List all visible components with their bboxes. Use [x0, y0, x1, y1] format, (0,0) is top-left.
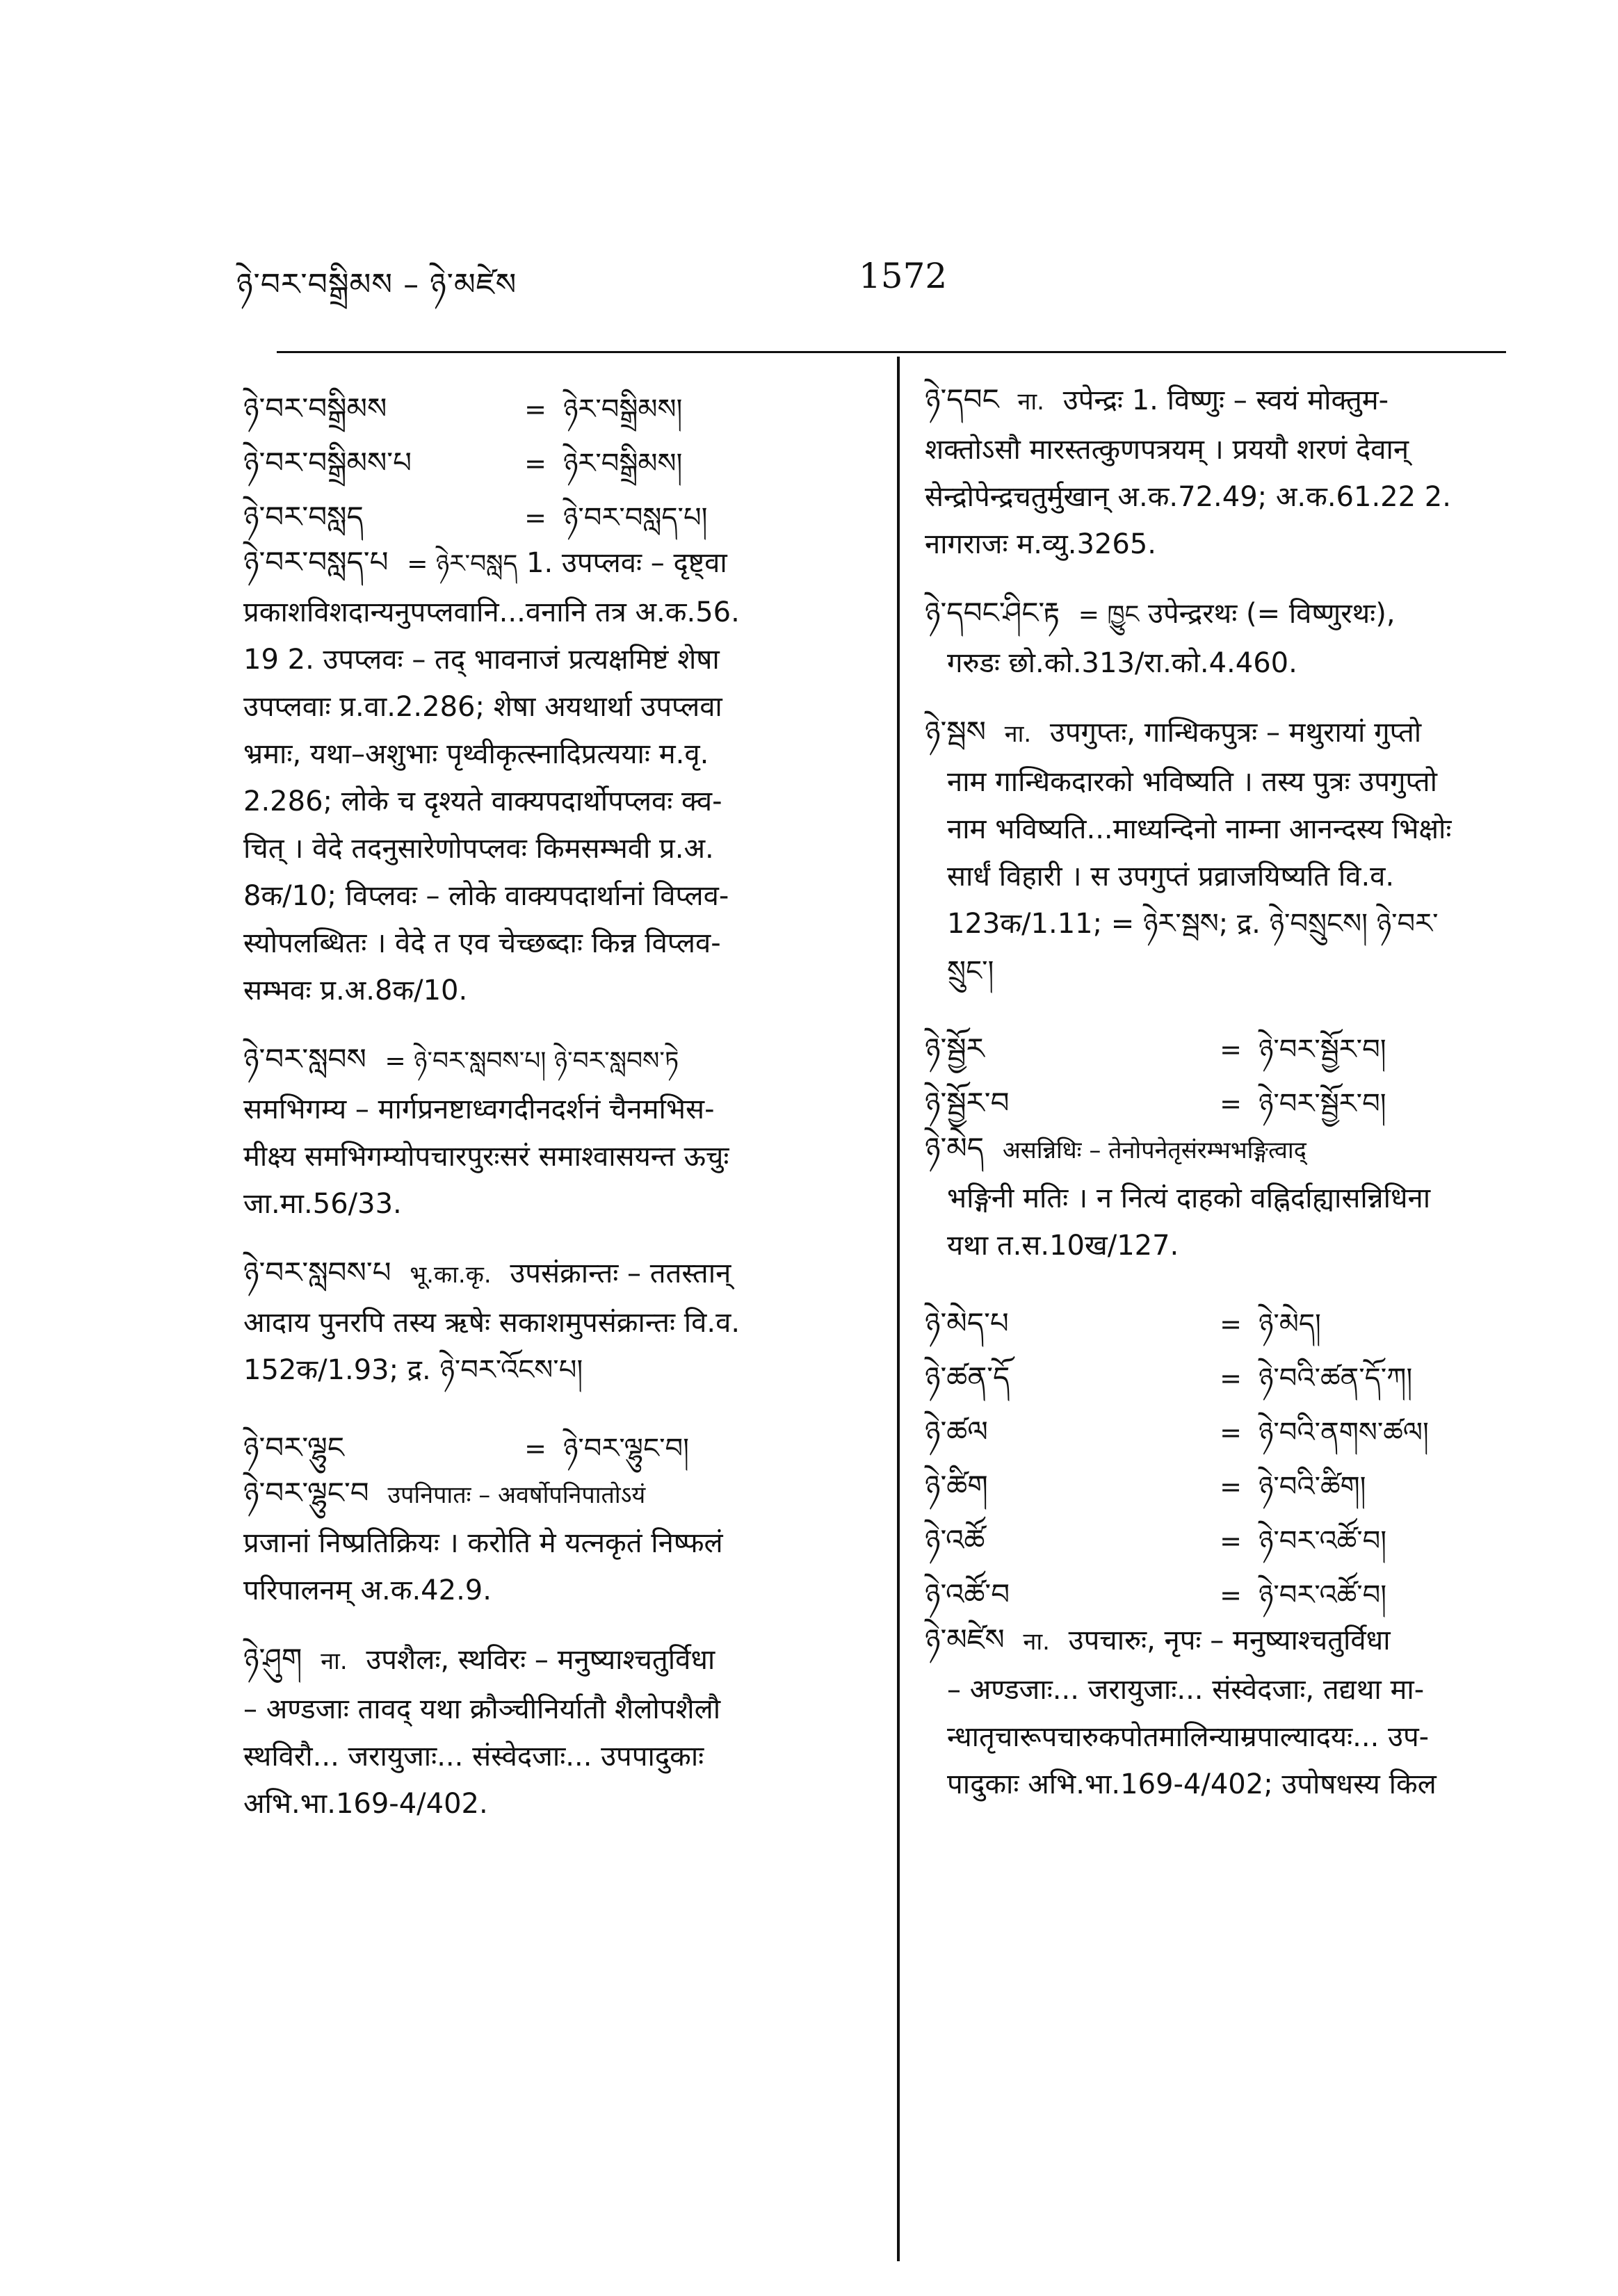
entry-text: उपगुप्तः, गान्धिकपुत्रः – मथुरायां गुप्तो	[1049, 717, 1422, 749]
page-number: 1572	[859, 256, 948, 296]
entry-text: न्धातृचारूपचारुकपोतमालिन्याम्रपाल्यादयः... उप-	[947, 1721, 1430, 1753]
entry-headword: ཉེ་དབང་ཤིང་རྟ	[925, 596, 1060, 630]
xref-headword: ཉེ་སྦྱོར་བ	[925, 1086, 1010, 1120]
xref-row	[925, 1290, 1523, 1344]
entry-text: शक्तोऽसौ मारस्तत्कुणपत्रयम् । प्रययौ शरणं देवान्	[925, 434, 1409, 466]
entry-headword: ཉེ་བར་སླབས	[243, 1042, 366, 1076]
entry-text: सम्भवः प्र.अ.8क/10.	[243, 975, 468, 1007]
xref-row	[925, 1561, 1523, 1615]
entry-headword: ཉེ་ཤུག	[243, 1642, 302, 1676]
entry-text: 123क/1.11; = ཉེར་སྦས; द्र. ཉེ་བསྲུངས། ཉེ་བར་	[947, 908, 1439, 940]
right-column	[925, 375, 1523, 1829]
entry-text: समभिगम्य – मार्गप्रनष्टाध्वगदीनदर्शनं चैनमभिस-	[243, 1093, 715, 1125]
entry-text: 1. उपप्लवः – दृष्ट्वा	[526, 547, 727, 579]
xref-headword: ཉེ་བར་བསླད	[243, 500, 364, 534]
entry-text: अभि.भा.169-4/402.	[243, 1788, 488, 1820]
xref-target: ཉེ་མེད།	[1259, 1308, 1321, 1340]
grammar-label: ना.	[321, 1647, 348, 1675]
xref-target: ཉེ་བར་སྦྱོར་བ།	[1259, 1088, 1386, 1120]
entry-inline-ref: = ཉེར་བསླད	[407, 550, 518, 578]
entry-text: उपचारुः, नृपः – मनुष्याश्चतुर्विधा	[1068, 1625, 1391, 1656]
dictionary-entry	[243, 538, 876, 1014]
entry-text: जा.मा.56/33.	[243, 1188, 402, 1220]
xref-equals: =	[524, 394, 547, 425]
entry-text: स्थविरौ... जरायुजाः... संस्वेदजाः... उपपादुकाः	[243, 1741, 704, 1773]
entry-text: སྲུང་།	[947, 955, 994, 987]
entry-headword: ཉེ་བར་བསླད་པ	[243, 545, 389, 579]
xref-target: ཉེ་བར་སྦྱོར་བ།	[1259, 1034, 1386, 1066]
entry-text: 2.286; लोके च दृश्यते वाक्यपदार्थोपप्लवः क्व-	[243, 785, 722, 817]
xref-row	[243, 1415, 876, 1469]
entry-text: प्रकाशविशदान्यनुपप्लवानि...वनानि तत्र अ.क.56.	[243, 596, 740, 628]
xref-row	[243, 430, 876, 484]
entry-text: 152क/1.93; द्र. ཉེ་བར་འོངས་པ།	[243, 1354, 583, 1386]
grammar-label: ना.	[1004, 720, 1032, 748]
grammar-label: भू.का.कृ.	[410, 1261, 492, 1289]
grammar-label: ना.	[1017, 388, 1044, 416]
entry-text: स्योपलब्धितः । वेदे त एव चेच्छब्दाः किन्न विप्लव-	[243, 927, 721, 959]
dictionary-entry	[243, 1035, 876, 1228]
dictionary-entry	[243, 1635, 876, 1827]
entry-text: नागराजः म.व्यु.3265.	[925, 528, 1157, 560]
xref-equals: =	[1220, 1089, 1242, 1119]
xref-headword: ཉེ་བར་ལྷུང	[243, 1431, 344, 1465]
entry-text: चित् । वेदे तदनुसारेणोपप्लवः किमसम्भवी प्र.अ.	[243, 833, 714, 865]
xref-target: ཉེ་བར་ལྷུང་བ།	[563, 1433, 689, 1465]
xref-equals: =	[524, 503, 547, 533]
entry-text: नाम गान्धिकदारको भविष्यति । तस्य पुत्रः उपगुप्तो	[947, 766, 1437, 798]
entry-headword: ཉེ་བར་སླབས་པ	[243, 1255, 391, 1289]
entry-text: 8क/10; विप्लवः – लोके वाक्यपदार्थानां विप्लव-	[243, 880, 729, 912]
entry-text: आदाय पुनरपि तस्य ऋषेः सकाशमुपसंक्रान्तः वि.व.	[243, 1307, 741, 1339]
xref-equals: =	[1220, 1309, 1242, 1340]
xref-row	[925, 1507, 1523, 1561]
entry-text: यथा त.स.10ख/127.	[947, 1230, 1179, 1262]
dictionary-entry	[925, 375, 1523, 568]
entry-text: प्रजानां निष्प्रतिक्रियः । करोति मे यत्नकृतं निष्फलं	[243, 1527, 723, 1559]
entry-text: उपप्लवाः प्र.वा.2.286; शेषा अयथार्था उपप्लवा	[243, 691, 722, 723]
entry-text: उपसंक्रान्तः – ततस्तान्	[510, 1257, 731, 1289]
entry-headword: ཉེ་བར་ལྷུང་བ	[243, 1476, 369, 1510]
entry-headword: ཉེ་མེད	[925, 1131, 985, 1165]
entry-text: असन्निधिः – तेनोपनेतृसंरम्भभङ्गित्वाद्	[1002, 1137, 1306, 1164]
dictionary-entry	[925, 589, 1523, 687]
entry-text: 19 2. उपप्लवः – तद् भावनाजं प्रत्यक्षमिष्टं शेषा	[243, 644, 720, 676]
xref-equals: =	[1220, 1363, 1242, 1394]
entry-text: सेन्द्रोपेन्द्रचतुर्मुखान् अ.क.72.49; अ.क.61.22 2.	[925, 481, 1451, 513]
entry-headword: ཉེ་སྦས	[925, 715, 986, 749]
entry-headword: ཉེ་དབང	[925, 382, 999, 416]
xref-headword: ཉེ་མེད་པ	[925, 1306, 1009, 1340]
xref-row	[925, 1453, 1523, 1507]
xref-equals: =	[1220, 1526, 1242, 1556]
xref-row	[243, 375, 876, 430]
entry-text: उपेन्द्रः 1. विष्णुः – स्वयं मोक्तुम-	[1062, 384, 1389, 416]
xref-target: ཉེར་བསྒྲིམས།	[563, 448, 683, 480]
entry-inline-ref: = ཁྱུང	[1078, 601, 1140, 629]
entry-text: पादुकाः अभि.भा.169-4/402; उपोषधस्य किल	[947, 1768, 1437, 1800]
xref-equals: =	[1220, 1472, 1242, 1502]
dictionary-entry	[243, 1469, 876, 1614]
dictionary-entry	[925, 1124, 1523, 1269]
xref-headword: ཉེ་ཚལ	[925, 1415, 988, 1449]
grammar-label: ना.	[1023, 1628, 1050, 1656]
entry-text: उपशैलः, स्थविरः – मनुष्याश्चतुर्विधा	[366, 1644, 715, 1676]
running-head: ཉེ་བར་བསྒྲིམས – ཉེ་མཛེས	[236, 267, 517, 302]
left-column	[243, 375, 876, 1848]
xref-row	[925, 1070, 1523, 1124]
xref-equals: =	[524, 1433, 547, 1464]
entry-text: गरुडः छो.को.313/रा.को.4.460.	[947, 647, 1297, 679]
entry-text: परिपालनम् अ.क.42.9.	[243, 1574, 492, 1606]
xref-target: ཉེ་བར་འཚོ་བ།	[1259, 1525, 1387, 1557]
xref-equals: =	[1220, 1034, 1242, 1065]
xref-target: ཉེ་བའི་ཚིག།	[1259, 1471, 1366, 1503]
xref-row	[925, 1344, 1523, 1399]
xref-equals: =	[1220, 1417, 1242, 1448]
xref-target: ཉེར་བསྒྲིམས།	[563, 393, 683, 425]
xref-target: ཉེ་བའི་ཚན་དོ་ཀ།	[1259, 1362, 1413, 1394]
header-rule	[277, 351, 1506, 353]
entry-text: नाम भविष्यति...माध्यन्दिनो नाम्ना आनन्दस्य भिक्षोः	[947, 813, 1452, 845]
xref-row	[925, 1016, 1523, 1070]
xref-target: ཉེ་བར་འཚོ་བ།	[1259, 1579, 1387, 1611]
entry-text: भ्रमाः, यथा–अशुभाः पृथ्वीकृत्स्नादिप्रत्ययाः म.वृ.	[243, 738, 709, 770]
xref-target: ཉེ་བར་བསླད་པ།	[563, 502, 708, 534]
entry-text: सार्धं विहारी । स उपगुप्तं प्रव्राजयिष्यति वि.व.	[947, 861, 1395, 893]
xref-row	[243, 484, 876, 538]
xref-target: ཉེ་བའི་ནགས་ཚལ།	[1259, 1417, 1429, 1449]
entry-text: उपनिपातः – अवर्षोपनिपातोऽयं	[387, 1481, 646, 1509]
entry-text: भङ्गिनी मतिः । न नित्यं दाहको वह्निर्दाह्यासन्निधिना	[947, 1182, 1431, 1214]
entry-inline-ref: = ཉེ་བར་སླབས་པ། ཉེ་བར་སླབས་ཏེ	[385, 1047, 679, 1075]
xref-equals: =	[524, 448, 547, 479]
xref-equals: =	[1220, 1580, 1242, 1611]
xref-headword: ཉེ་བར་བསྒྲིམས་པ	[243, 446, 412, 480]
xref-headword: ཉེ་ཚིག	[925, 1469, 988, 1503]
dictionary-entry	[925, 708, 1523, 995]
dictionary-entry	[243, 1248, 876, 1394]
xref-headword: ཉེ་བར་བསྒྲིམས	[243, 391, 387, 425]
xref-headword: ཉེ་འཚོ་བ	[925, 1577, 1010, 1611]
column-divider	[897, 357, 900, 2261]
xref-headword: ཉེ་ཚན་དོ	[925, 1360, 1010, 1394]
xref-headword: ཉེ་འཚོ	[925, 1523, 985, 1557]
xref-row	[925, 1399, 1523, 1453]
entry-text: मीक्ष्य समभिगम्योपचारपुरःसरं समाश्वासयन्त ऊचुः	[243, 1141, 729, 1173]
entry-headword: ཉེ་མཛེས	[925, 1622, 1005, 1656]
entry-text: – अण्डजाः... जरायुजाः... संस्वेदजाः, तद्यथा मा-	[947, 1674, 1425, 1706]
entry-text: उपेन्द्ररथः (= विष्णुरथः),	[1148, 598, 1395, 630]
xref-headword: ཉེ་སྦྱོར	[925, 1032, 985, 1066]
entry-text: – अण्डजाः तावद् यथा क्रौञ्चीनिर्यातौ शैलोपशैलौ	[243, 1693, 721, 1725]
dictionary-entry	[925, 1615, 1523, 1808]
